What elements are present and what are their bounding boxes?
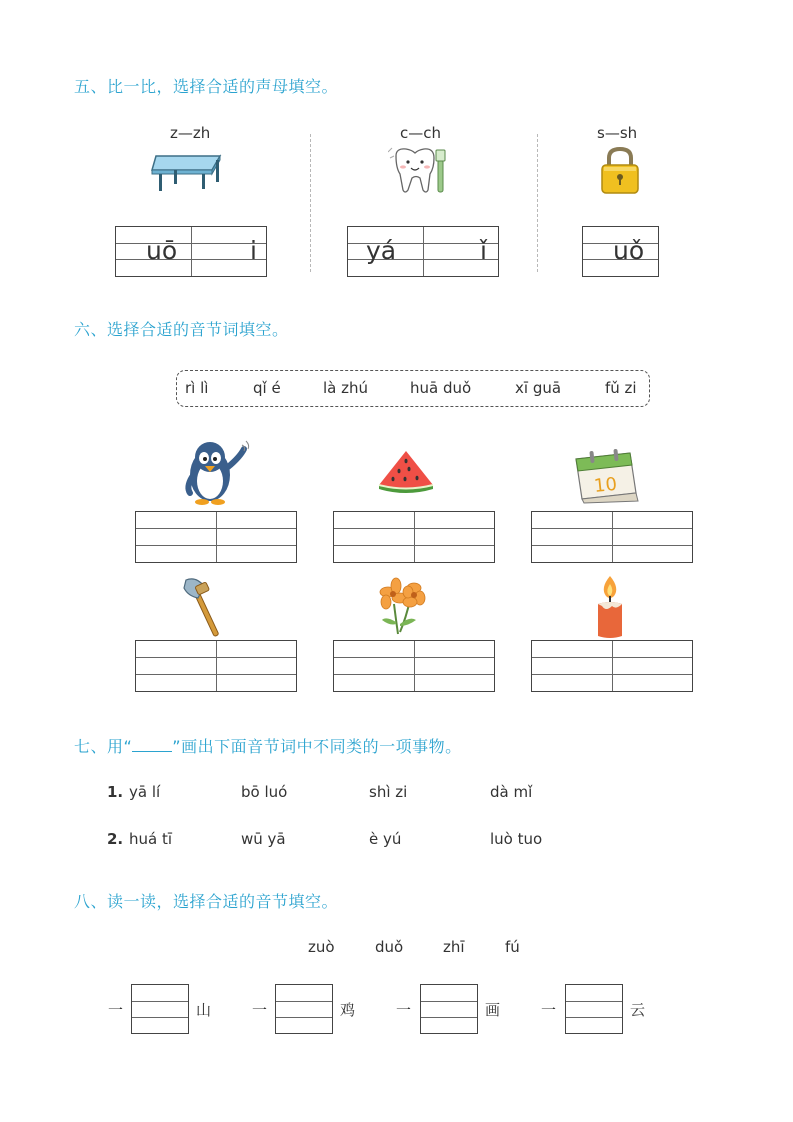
writing-grid[interactable] bbox=[531, 511, 693, 563]
option-word[interactable]: luò tuo bbox=[490, 830, 543, 848]
syllable-option: fú bbox=[505, 938, 520, 956]
option-word[interactable]: wū yā bbox=[241, 830, 286, 848]
option-word[interactable]: è yú bbox=[369, 830, 402, 848]
writing-grid[interactable] bbox=[275, 984, 333, 1034]
suffix-char: 山 bbox=[196, 1001, 212, 1019]
candle-icon bbox=[592, 574, 628, 640]
grid-text: uō bbox=[146, 236, 178, 265]
option-word[interactable]: yā lí bbox=[129, 783, 161, 801]
prefix-char: 一 bbox=[108, 1001, 124, 1019]
suffix-char: 画 bbox=[485, 1001, 501, 1019]
grid-text: i bbox=[250, 236, 257, 265]
option-word[interactable]: dà mǐ bbox=[490, 783, 533, 801]
writing-grid[interactable] bbox=[582, 226, 659, 277]
word-bank-item: là zhú bbox=[323, 379, 369, 397]
writing-grid[interactable] bbox=[131, 984, 189, 1034]
writing-grid[interactable] bbox=[333, 511, 495, 563]
syllable-option: zuò bbox=[308, 938, 335, 956]
calendar-icon bbox=[570, 449, 642, 505]
section8-heading: 八、读一读，选择合适的音节填空。 bbox=[74, 892, 339, 911]
pair-label: z—zh bbox=[170, 124, 211, 142]
section6-heading: 六、选择合适的音节词填空。 bbox=[74, 320, 289, 339]
writing-grid[interactable] bbox=[135, 640, 297, 692]
divider bbox=[310, 134, 311, 272]
word-bank-item: rì lì bbox=[185, 379, 209, 397]
watermelon-icon bbox=[375, 447, 437, 495]
writing-grid[interactable] bbox=[347, 226, 499, 277]
suffix-char: 鸡 bbox=[340, 1001, 356, 1019]
writing-grid[interactable] bbox=[565, 984, 623, 1034]
pair-label: c—ch bbox=[400, 124, 442, 142]
option-word[interactable]: shì zi bbox=[369, 783, 408, 801]
pair-label: s—sh bbox=[597, 124, 638, 142]
prefix-char: 一 bbox=[541, 1001, 557, 1019]
writing-grid[interactable] bbox=[115, 226, 267, 277]
section7-heading: 七、用“ ”画出下面音节词中不同类的一项事物。 bbox=[74, 737, 462, 756]
calendar-number: 10 bbox=[593, 473, 618, 497]
flower-icon bbox=[370, 576, 434, 636]
axe-icon bbox=[182, 576, 232, 638]
suffix-char: 云 bbox=[630, 1001, 646, 1019]
word-bank-item: xī guā bbox=[515, 379, 562, 397]
prefix-char: 一 bbox=[396, 1001, 412, 1019]
section5-heading: 五、比一比，选择合适的声母填空。 bbox=[74, 77, 339, 96]
question-number: 1. bbox=[107, 783, 124, 801]
grid-text: yá bbox=[366, 236, 397, 265]
table-icon bbox=[150, 148, 226, 194]
word-bank-item: fǔ zi bbox=[605, 379, 637, 397]
word-bank bbox=[176, 370, 650, 407]
syllable-option: duǒ bbox=[375, 938, 404, 956]
writing-grid[interactable] bbox=[531, 640, 693, 692]
word-bank-item: qǐ é bbox=[253, 379, 281, 397]
prefix-char: 一 bbox=[252, 1001, 268, 1019]
grid-text: uǒ bbox=[613, 236, 645, 265]
lock-icon bbox=[598, 146, 642, 196]
writing-grid[interactable] bbox=[333, 640, 495, 692]
writing-grid[interactable] bbox=[135, 511, 297, 563]
tooth-icon bbox=[388, 146, 456, 196]
grid-text: ǐ bbox=[480, 236, 487, 265]
option-word[interactable]: bō luó bbox=[241, 783, 288, 801]
penguin-icon bbox=[180, 437, 252, 507]
option-word[interactable]: huá tī bbox=[129, 830, 173, 848]
syllable-option: zhī bbox=[443, 938, 465, 956]
question-number: 2. bbox=[107, 830, 124, 848]
word-bank-item: huā duǒ bbox=[410, 379, 472, 397]
divider bbox=[537, 134, 538, 272]
writing-grid[interactable] bbox=[420, 984, 478, 1034]
underline-sample bbox=[132, 738, 172, 752]
